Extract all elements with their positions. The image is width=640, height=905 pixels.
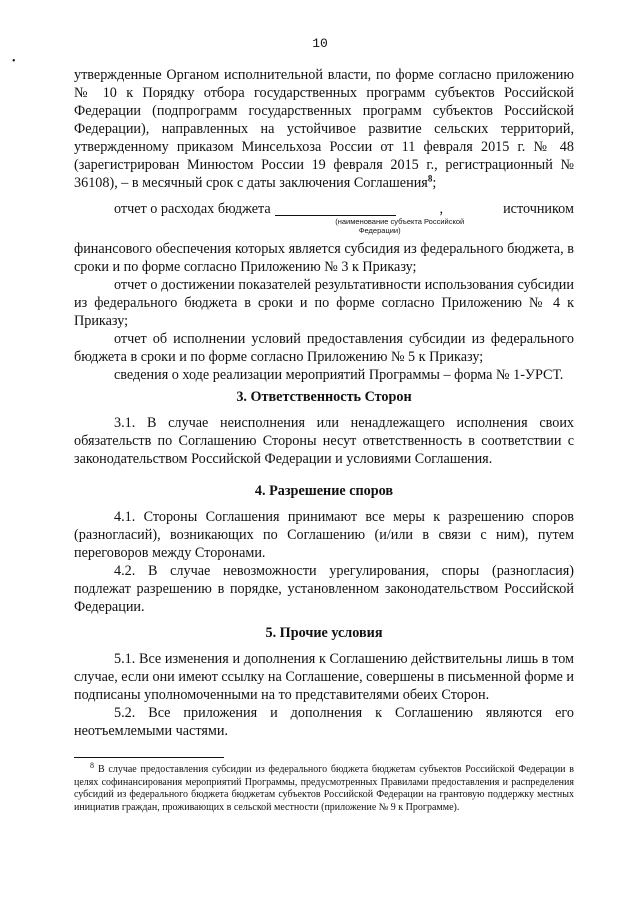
report-expenses-label: отчет о расходах бюджета (114, 201, 271, 217)
report-comma: , (439, 201, 444, 217)
paragraph-conditions-report: отчет об исполнении условий предоставления субсидии из федерального бюджета в сроки и по форме согласно Приложению № 5 к Приказу; (74, 331, 574, 365)
section-5-title: 5. Прочие условия (265, 625, 383, 641)
subject-name-caption: (наименование субъекта Российской Федерации) (335, 217, 465, 235)
page-number: 10 (312, 36, 328, 51)
report-expenses-rest: источником (503, 201, 574, 217)
section-4-clause-1: 4.1. Стороны Соглашения принимают все меры к разрешению споров (разногласий), возникающих по Соглашению (и/или в связи с ним), путем переговоров между Сторонами. (74, 509, 574, 561)
footnote-divider (74, 757, 224, 758)
paragraph-intro-end: ; (432, 175, 437, 191)
section-3-title: 3. Ответственность Сторон (236, 389, 412, 405)
paragraph-intro (74, 66, 574, 192)
section-4-clause-2: 4.2. В случае невозможности урегулирования, споры (разногласия) подлежат разрешению в порядке, установленном законодательством Российской Федерации. (74, 563, 574, 615)
section-5-clause-1: 5.1. Все изменения и дополнения к Соглашению действительны лишь в том случае, если они имеют ссылку на Соглашение, совершены в письменной форме и подписаны уполномоченными на то представителями обеих Сторон. (74, 651, 574, 703)
margin-mark: • (12, 56, 16, 67)
paragraph-intro-text: утвержденные Органом исполнительной власти, по форме согласно приложению № 10 к Порядку отбора государственных программ субъектов Российской Федерации (подпрограмм государственных программ субъектов Российской Федерации), направленных на устойчивое развитие сельских территорий, утвержденному приказом Минсельхоза России от 11 февраля 2015 г. № 48 (зарегистрирован Минюстом России 19 февраля 2015 г., регистрационный № 36108), – в месячный срок с даты заключения Соглашения (74, 67, 574, 191)
footnote-ref: 8 (427, 173, 433, 184)
paragraph-indicators-report: отчет о достижении показателей результативности использования субсидии из федерального бюджета в сроки и по форме согласно Приложению № 4 к Приказу; (74, 277, 574, 329)
paragraph-financing: финансового обеспечения которых является субсидия из федерального бюджета, в сроки и по форме согласно Приложению № 3 к Приказу; (74, 241, 574, 275)
section-4-title: 4. Разрешение споров (254, 483, 394, 499)
subject-name-blank (275, 201, 465, 235)
footnote-mark: 8 (90, 760, 94, 770)
document-body (74, 66, 574, 740)
section-3-clause-1: 3.1. В случае неисполнения или ненадлежащего исполнения своих обязательств по Соглашению Стороны несут ответственность в соответствии с законодательством Российской Федерации и условиями Соглашения. (74, 415, 574, 467)
report-expenses-line (74, 200, 574, 235)
section-5-clause-2: 5.2. Все приложения и дополнения к Соглашению являются его неотъемлемыми частями. (74, 705, 574, 739)
footnote-text: В случае предоставления субсидии из федерального бюджета бюджетам субъектов Российской Федерации в целях софинансирования мероприятий Программы, предусмотренных Правилами предоставления и распределения субсидий из федерального бюджета бюджетам субъектов Российской Федерации на грантовую поддержку местных инициатив граждан, проживающих в сельской местности (приложение № 9 к Программе). (74, 764, 574, 813)
paragraph-urst-form: сведения о ходе реализации мероприятий Программы – форма № 1-УРСТ. (114, 367, 564, 383)
footnote (74, 760, 574, 814)
